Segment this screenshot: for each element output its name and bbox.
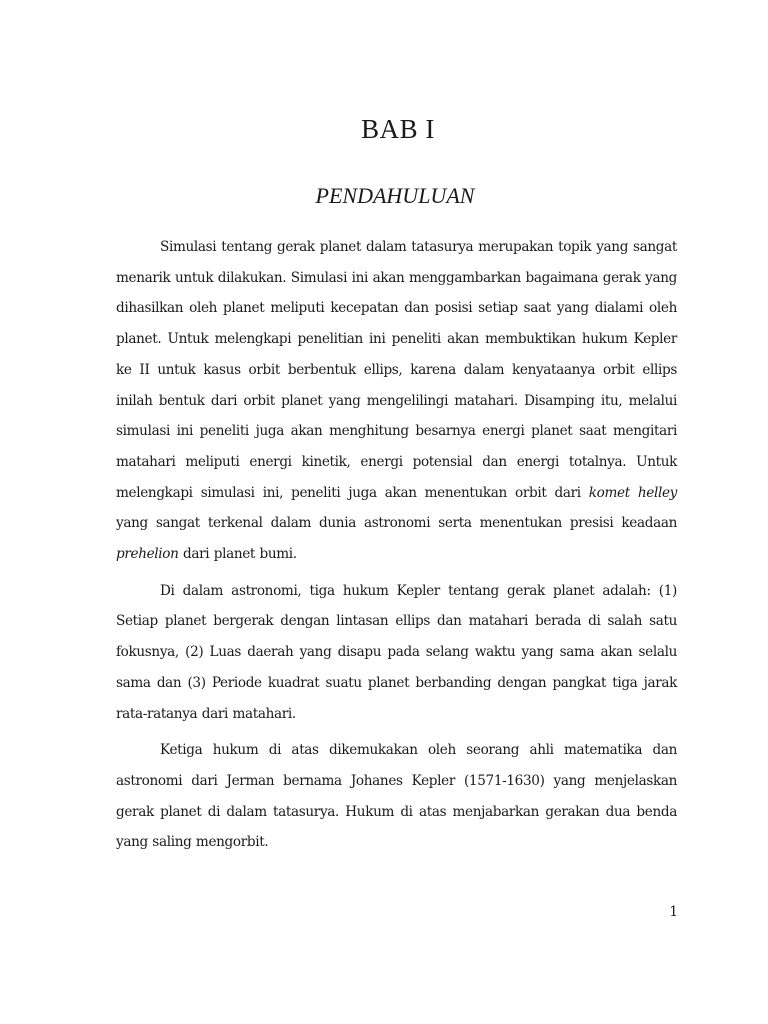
- italic-term: komet helley: [588, 484, 677, 501]
- paragraph: [116, 735, 677, 858]
- italic-term: prehelion: [116, 546, 179, 563]
- text-run: dari planet bumi.: [178, 546, 297, 563]
- chapter-heading: BAB I: [361, 114, 435, 144]
- body-text: [116, 232, 677, 858]
- text-run: yang sangat terkenal dalam dunia astronomi serta menentukan presisi keadaan: [116, 515, 677, 532]
- text-run: Simulasi tentang gerak planet dalam tatasurya merupakan topik yang sangat menarik untuk dilakukan. Simulasi ini akan menggambarkan bagaimana gerak yang dihasilkan oleh planet meliputi kecepatan dan posisi setiap saat yang dialami oleh planet. Untuk melengkapi penelitian ini peneliti akan membuktikan hukum Kepler ke II untuk kasus orbit berbentuk ellips, karena dalam kenyataanya orbit ellips inilah bentuk dari orbit planet yang mengelilingi matahari. Disamping itu, melalui simulasi ini peneliti juga akan menghitung besarnya energi planet saat mengitari matahari meliputi energi kinetik, energi potensial dan energi totalnya. Untuk melengkapi simulasi ini, peneliti juga akan menentukan orbit dari: [116, 239, 677, 501]
- text-run: Ketiga hukum di atas dikemukakan oleh seorang ahli matematika dan astronomi dari Jerman bernama Johanes Kepler (1571-1630) yang menjelaskan gerak planet di dalam tatasurya. Hukum di atas menjabarkan gerakan dua benda yang saling mengorbit.: [116, 742, 677, 851]
- page-number: 1: [669, 904, 678, 920]
- paragraph: [116, 232, 677, 570]
- text-run: Di dalam astronomi, tiga hukum Kepler tentang gerak planet adalah: (1) Setiap planet bergerak dengan lintasan ellips dan matahari berada di salah satu fokusnya, (2) Luas daerah yang disapu pada selang waktu yang sama akan selalu sama dan (3) Periode kuadrat suatu planet berbanding dengan pangkat tiga jarak rata-ratanya dari matahari.: [116, 582, 677, 722]
- chapter-title: PENDAHULUAN: [315, 183, 475, 208]
- paragraph: [116, 576, 677, 730]
